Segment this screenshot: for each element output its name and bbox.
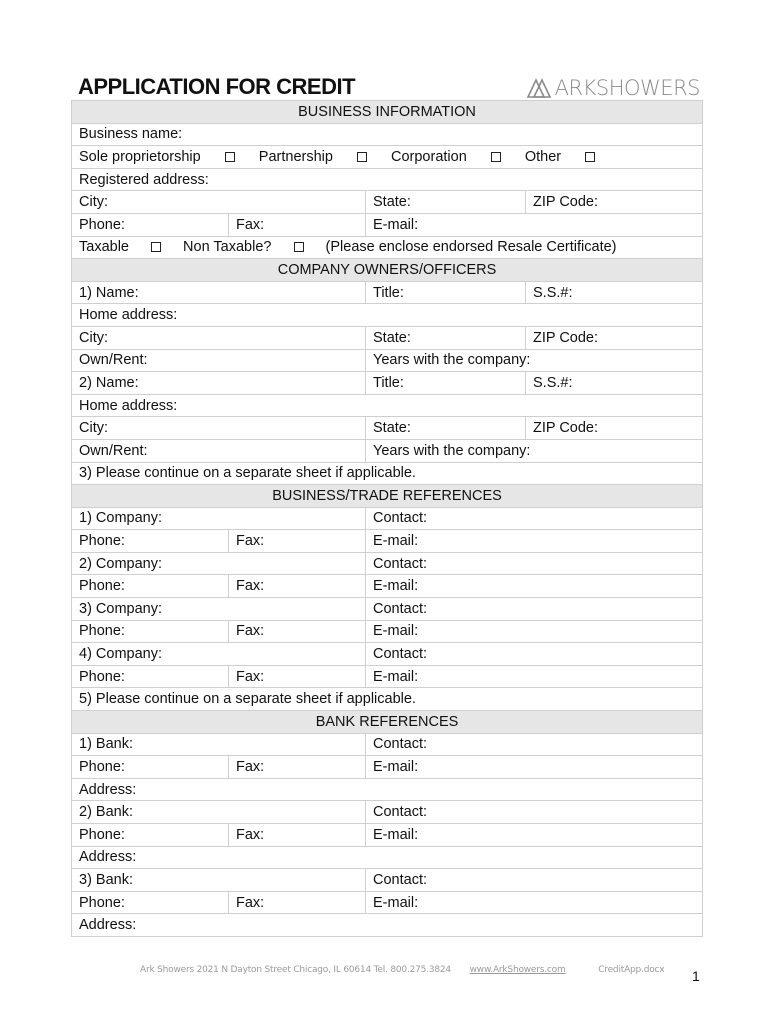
footer-filename: CreditApp.docx	[598, 965, 665, 975]
trade2-fax-field[interactable]: Fax:	[229, 575, 366, 598]
bank2-phone-field[interactable]: Phone:	[72, 824, 229, 847]
non-taxable-label: Non Taxable?	[183, 239, 272, 256]
owner1-own-rent-field[interactable]: Own/Rent:	[72, 349, 366, 372]
trade4-contact-field[interactable]: Contact:	[366, 643, 703, 666]
trade2-phone-field[interactable]: Phone:	[72, 575, 229, 598]
bank2-fax-field[interactable]: Fax:	[229, 824, 366, 847]
bank2-name-field[interactable]: 2) Bank:	[72, 801, 366, 824]
trade4-company-field[interactable]: 4) Company:	[72, 643, 366, 666]
option-other-label: Other	[524, 148, 562, 165]
bank1-phone-field[interactable]: Phone:	[72, 756, 229, 779]
trade4-phone-field[interactable]: Phone:	[72, 665, 229, 688]
bank3-name-field[interactable]: 3) Bank:	[72, 869, 366, 892]
bank1-name-field[interactable]: 1) Bank:	[72, 733, 366, 756]
trade3-fax-field[interactable]: Fax:	[229, 620, 366, 643]
taxable-checkbox[interactable]	[151, 242, 161, 252]
trade1-contact-field[interactable]: Contact:	[366, 507, 703, 530]
owner2-name-field[interactable]: 2) Name:	[72, 372, 366, 395]
bank1-fax-field[interactable]: Fax:	[229, 756, 366, 779]
business-phone-field[interactable]: Phone:	[72, 213, 229, 236]
owner1-city-field[interactable]: City:	[72, 326, 366, 349]
bank2-contact-field[interactable]: Contact:	[366, 801, 703, 824]
bank3-phone-field[interactable]: Phone:	[72, 891, 229, 914]
trade2-company-field[interactable]: 2) Company:	[72, 552, 366, 575]
bank1-address-field[interactable]: Address:	[72, 778, 703, 801]
bank1-contact-field[interactable]: Contact:	[366, 733, 703, 756]
footer-website-link[interactable]: www.ArkShowers.com	[469, 965, 566, 975]
taxable-label: Taxable	[79, 239, 129, 256]
section-trade-references: BUSINESS/TRADE REFERENCES	[72, 485, 703, 508]
brand-name: ARKSHOWERS	[554, 76, 700, 100]
page-title: APPLICATION FOR CREDIT	[78, 74, 356, 99]
resale-certificate-note: (Please enclose endorsed Resale Certificate)	[325, 239, 617, 256]
partnership-checkbox[interactable]	[357, 152, 367, 162]
sole-proprietorship-checkbox[interactable]	[225, 152, 235, 162]
owner2-state-field[interactable]: State:	[366, 417, 526, 440]
tax-status-row	[72, 236, 703, 259]
bank3-address-field[interactable]: Address:	[72, 914, 703, 937]
bank3-email-field[interactable]: E-mail:	[366, 891, 703, 914]
option-corporation-label: Corporation	[391, 148, 467, 165]
trade1-company-field[interactable]: 1) Company:	[72, 507, 366, 530]
trade3-phone-field[interactable]: Phone:	[72, 620, 229, 643]
trade3-company-field[interactable]: 3) Company:	[72, 598, 366, 621]
business-fax-field[interactable]: Fax:	[229, 213, 366, 236]
trade-continue-note: 5) Please continue on a separate sheet if applicable.	[72, 688, 703, 711]
section-business-information: BUSINESS INFORMATION	[72, 101, 703, 124]
owner1-title-field[interactable]: Title:	[366, 281, 526, 304]
owner2-ssn-field[interactable]: S.S.#:	[526, 372, 703, 395]
bank2-address-field[interactable]: Address:	[72, 846, 703, 869]
document-header	[78, 72, 700, 100]
owner2-years-field[interactable]: Years with the company:	[366, 439, 703, 462]
owner1-ssn-field[interactable]: S.S.#:	[526, 281, 703, 304]
trade3-contact-field[interactable]: Contact:	[366, 598, 703, 621]
owner1-zip-field[interactable]: ZIP Code:	[526, 326, 703, 349]
owner1-home-address-field[interactable]: Home address:	[72, 304, 703, 327]
bank1-email-field[interactable]: E-mail:	[366, 756, 703, 779]
owner2-home-address-field[interactable]: Home address:	[72, 394, 703, 417]
trade1-fax-field[interactable]: Fax:	[229, 530, 366, 553]
business-name-field[interactable]: Business name:	[72, 123, 703, 146]
owner1-name-field[interactable]: 1) Name:	[72, 281, 366, 304]
owner1-state-field[interactable]: State:	[366, 326, 526, 349]
trade2-email-field[interactable]: E-mail:	[366, 575, 703, 598]
owner2-own-rent-field[interactable]: Own/Rent:	[72, 439, 366, 462]
business-state-field[interactable]: State:	[366, 191, 526, 214]
owner2-title-field[interactable]: Title:	[366, 372, 526, 395]
trade1-phone-field[interactable]: Phone:	[72, 530, 229, 553]
page-footer	[140, 965, 664, 975]
business-city-field[interactable]: City:	[72, 191, 366, 214]
bank3-contact-field[interactable]: Contact:	[366, 869, 703, 892]
trade2-contact-field[interactable]: Contact:	[366, 552, 703, 575]
option-partnership-label: Partnership	[258, 148, 333, 165]
option-sole-proprietorship-label: Sole proprietorship	[79, 148, 201, 165]
trade3-email-field[interactable]: E-mail:	[366, 620, 703, 643]
corporation-checkbox[interactable]	[491, 152, 501, 162]
owner1-years-field[interactable]: Years with the company:	[366, 349, 703, 372]
business-zip-field[interactable]: ZIP Code:	[526, 191, 703, 214]
page-number: 1	[692, 968, 700, 984]
credit-application-form	[71, 100, 703, 937]
business-entity-options	[72, 146, 703, 169]
non-taxable-checkbox[interactable]	[294, 242, 304, 252]
registered-address-field[interactable]: Registered address:	[72, 168, 703, 191]
bank2-email-field[interactable]: E-mail:	[366, 824, 703, 847]
owner2-city-field[interactable]: City:	[72, 417, 366, 440]
other-checkbox[interactable]	[585, 152, 595, 162]
owners-continue-note: 3) Please continue on a separate sheet if applicable.	[72, 462, 703, 485]
trade4-email-field[interactable]: E-mail:	[366, 665, 703, 688]
footer-company-address: Ark Showers 2021 N Dayton Street Chicago, IL 60614 Tel. 800.275.3824	[140, 965, 451, 975]
section-company-owners: COMPANY OWNERS/OFFICERS	[72, 259, 703, 282]
section-bank-references: BANK REFERENCES	[72, 711, 703, 734]
bank3-fax-field[interactable]: Fax:	[229, 891, 366, 914]
business-email-field[interactable]: E-mail:	[366, 213, 703, 236]
trade1-email-field[interactable]: E-mail:	[366, 530, 703, 553]
trade4-fax-field[interactable]: Fax:	[229, 665, 366, 688]
brand-logo	[527, 76, 700, 100]
ark-logo-icon	[527, 78, 551, 98]
owner2-zip-field[interactable]: ZIP Code:	[526, 417, 703, 440]
